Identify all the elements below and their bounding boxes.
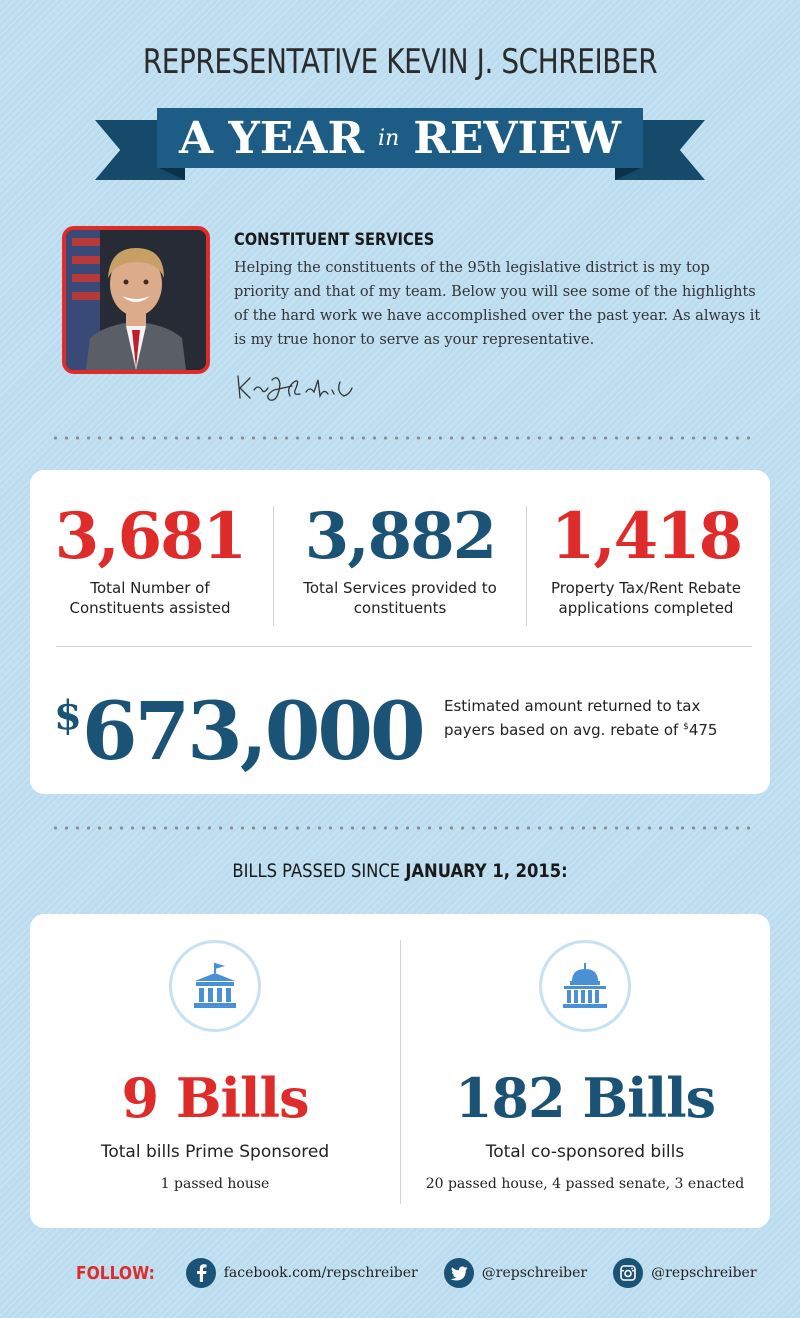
amount-value: 673,000 bbox=[81, 684, 423, 778]
intro-paragraph: Helping the constituents of the 95th legislative district is my top priority and that of my team. Below you will see some of the highlights of the hard work we have accomplished over the past year. As always it is my true honor to serve as your representative. bbox=[234, 260, 761, 348]
stat-label: Total Services provided to constituents bbox=[303, 579, 497, 617]
twitter-icon bbox=[444, 1258, 474, 1288]
stat-divider bbox=[273, 506, 274, 626]
bill-count: 182 Bills bbox=[454, 1066, 716, 1130]
bills-co-sponsored bbox=[400, 940, 770, 1192]
banner-text-left: A YEAR bbox=[178, 112, 365, 164]
signature bbox=[234, 366, 364, 410]
stat-label: Total Number of Constituents assisted bbox=[69, 579, 231, 617]
banner-text bbox=[157, 108, 643, 168]
stat-value: 3,681 bbox=[54, 499, 246, 574]
constituent-services-heading: CONSTITUENT SERVICES bbox=[234, 230, 435, 250]
facebook-handle[interactable]: facebook.com/repschreiber bbox=[223, 1265, 418, 1281]
bill-detail: 20 passed house, 4 passed senate, 3 enacted bbox=[425, 1176, 745, 1192]
instagram-icon bbox=[613, 1258, 643, 1288]
stat-value: 1,418 bbox=[550, 499, 742, 574]
bill-detail: 1 passed house bbox=[160, 1176, 270, 1192]
banner-text-in: in bbox=[378, 125, 400, 151]
bill-label: Total bills Prime Sponsored bbox=[100, 1142, 330, 1162]
stat-rebate-applications bbox=[526, 500, 766, 618]
instagram-link[interactable] bbox=[613, 1258, 756, 1288]
stat-label: Property Tax/Rent Rebate applications completed bbox=[551, 579, 741, 617]
bills-heading-date: JANUARY 1, 2015: bbox=[405, 860, 568, 882]
stat-value: 3,882 bbox=[304, 499, 496, 574]
amount-currency: $ bbox=[54, 692, 82, 739]
dotted-divider bbox=[50, 826, 750, 830]
bill-count: 9 Bills bbox=[121, 1066, 309, 1130]
amount-note-currency: $ bbox=[683, 722, 689, 732]
stat-constituents-assisted bbox=[30, 500, 270, 618]
twitter-link[interactable] bbox=[444, 1258, 587, 1288]
instagram-handle[interactable]: @repschreiber bbox=[651, 1265, 757, 1281]
bill-label: Total co-sponsored bills bbox=[485, 1142, 685, 1162]
banner-text-right: REVIEW bbox=[413, 112, 622, 164]
amount-note-text: Estimated amount returned to tax payers based on avg. rebate of bbox=[444, 697, 701, 739]
amount-returned bbox=[54, 666, 423, 781]
representative-photo bbox=[62, 226, 210, 374]
amount-note-value: 475 bbox=[688, 721, 718, 739]
twitter-handle[interactable]: @repschreiber bbox=[481, 1265, 588, 1281]
courthouse-icon bbox=[169, 940, 261, 1032]
stat-services-provided bbox=[280, 500, 520, 618]
bills-card bbox=[30, 914, 770, 1228]
bills-heading-prefix: BILLS PASSED SINCE bbox=[232, 860, 401, 882]
follow-label: FOLLOW: bbox=[76, 1262, 155, 1284]
dotted-divider bbox=[50, 436, 750, 440]
facebook-link[interactable] bbox=[186, 1258, 418, 1288]
page-title: REPRESENTATIVE KEVIN J. SCHREIBER bbox=[142, 42, 658, 82]
amount-note bbox=[444, 696, 754, 741]
year-in-review-banner bbox=[95, 102, 705, 184]
follow-bar bbox=[76, 1258, 783, 1288]
stats-divider bbox=[56, 646, 752, 647]
capitol-icon bbox=[539, 940, 631, 1032]
facebook-icon bbox=[186, 1258, 216, 1288]
stats-card bbox=[30, 470, 770, 794]
bills-prime-sponsored bbox=[30, 940, 400, 1192]
bills-heading bbox=[56, 860, 744, 882]
